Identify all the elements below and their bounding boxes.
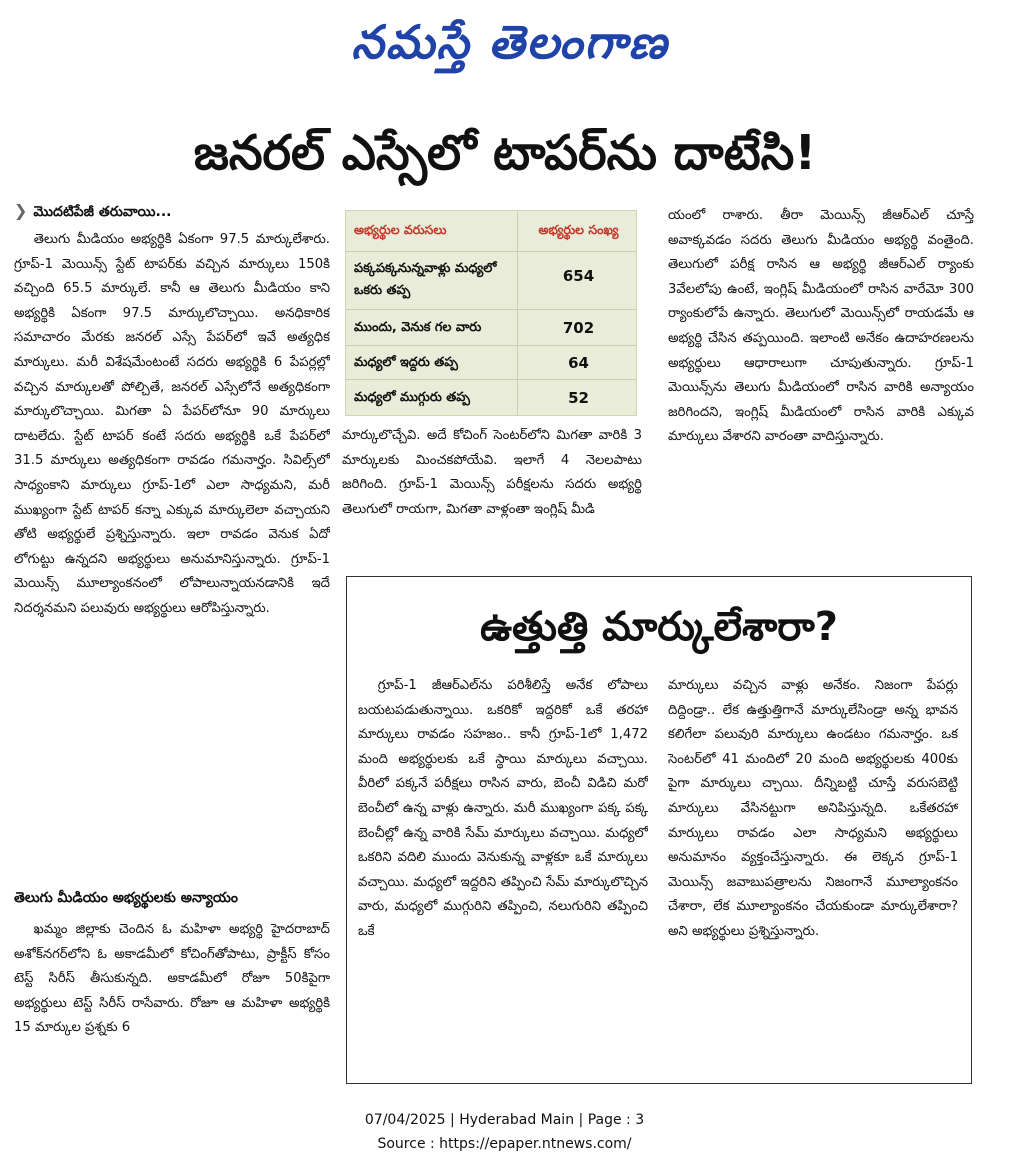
article-paragraph: మార్కులు వచ్చిన వాళ్లు అనేకం. నిజంగా పేపర్లు దిద్దిండ్రా.. లేక ఉత్తుత్తిగానే మార్కులేసిండ్రా అన్న భావన కలిగేలా పలువురి మార్కులు ఉండటం గమనార్హం. ఒక సెంటర్‌లో 41 మందిలో 20 మంది అభ్యర్థులకు 400కు పైగా మార్కులు చ్చాయి. దీన్నిబట్టి చూస్తే వరుసబెట్టి మార్కులు వేసినట్టుగా అనిపిస్తున్నది. ఒకేతరహా మార్కులు రావడం ఎలా సాధ్యమని అభ్యర్థులు అనుమానం వ్యక్తంచేస్తున్నారు. ఈ లెక్కన గ్రూప్-1 మెయిన్స్ జవాబుపత్రాలను నిజంగానే మూల్యాంకనం చేశారా, లేక మూల్యాంకనం చేయకుండా మార్కులేశారా? అని అభ్యర్థులు ప్రశ్నిస్తున్నారు.	[668, 678, 958, 939]
masthead-logo: నమస్తే తెలంగాణ	[351, 15, 669, 69]
kicker	[14, 198, 324, 224]
table-cell-value: 654	[562, 267, 595, 285]
headline: జనరల్ ఎస్సేలో టాపర్‌ను దాటేసి!	[193, 125, 817, 181]
boxed-article-column-2	[668, 674, 958, 1074]
article-column-1b	[14, 918, 330, 1098]
table-row	[346, 309, 636, 345]
article-paragraph: గ్రూప్-1 జీఆర్‌ఎల్‌ను పరిశీలిస్తే అనేక లోపాలు బయటపడుతున్నాయి. ఒకరికో ఇద్దరికో ఒకే తరహా మార్కులు రావడం సహజం.. కానీ గ్రూప్-1లో 1,472 మంది అభ్యర్థులకు ఒకే స్థాయి మార్కులు వచ్చాయి. వీరిలో పక్కనే పరీక్షలు రాసిన వారు, బెంచీ విడిచి మరో బెంచీలో ఉన్న వాళ్లు ఉన్నారు. మరీ ముఖ్యంగా పక్క పక్క బెంచీల్లో ఉన్న వారికి సేమ్ మార్కులు వచ్చాయి. మధ్యలో ఒకరిని వదిలి ముందు వెనుకున్న వాళ్లకూ ఒకే మార్కులు వచ్చాయి. మధ్యలో ఇద్దరిని తప్పించి సేమ్ మార్కులొచ్చిన వారు, మధ్యలో ముగ్గురిని తప్పించి, నలుగురిని తప్పించి ఒకే	[358, 678, 648, 939]
table-cell-value: 52	[568, 389, 589, 407]
candidates-table	[345, 210, 637, 416]
kicker-label: మొదటిపేజీ తరువాయి...	[33, 204, 172, 220]
table-cell-label: మధ్యలో ఇద్దరు తప్ప	[354, 355, 458, 370]
table-row	[346, 251, 636, 309]
table-cell-label: మధ్యలో ముగ్గురు తప్ప	[354, 390, 470, 405]
article-paragraph: యంలో రాశారు. తీరా మెయిన్స్ జీఆర్‌ఎల్ చూస్తే అవాక్కవడం సదరు తెలుగు మీడియం అభ్యర్థి వంతైంది. తెలుగులో పరీక్ష రాసిన ఆ అభ్యర్థి జీఆర్‌ఎల్ ర్యాంకు 3వేలలోపు ఉంటే, ఇంగ్లిష్ మీడియంలో రాసిన వారేమో 300 ర్యాంకులోపే ఉన్నారు. తెలుగులో మెయిన్స్‌లో రాయడమే ఆ అభ్యర్థి చేసిన తప్పయింది. ఇలాంటి అనేకం ఉదాహరణలను అభ్యర్థులు ఆధారాలుగా చూపుతున్నారు. గ్రూప్-1 మెయిన్స్‌ను తెలుగు మీడియంలో రాసిన వారికి అన్యాయం జరిగిందని, ఇంగ్లిష్ మీడియంలో రాసిన వారికి ఎక్కువ మార్కులు వేశారని వారంతా వాదిస్తున్నారు.	[668, 208, 974, 445]
table-cell-label: ముందు, వెనుక గల వారు	[354, 320, 482, 335]
table-row	[346, 345, 636, 379]
table-cell-value: 702	[562, 319, 595, 337]
table-header-row	[346, 211, 636, 251]
footer-date-edition: 07/04/2025 | Hyderabad Main | Page : 3	[364, 1112, 645, 1128]
article-column-3	[668, 204, 974, 566]
article-paragraph: మార్కులొచ్చేవి. అదే కోచింగ్ సెంటర్‌లోని మిగతా వారికి 3 మార్కులకు మించకపోయేవి. ఇలాగే 4 నెలలపాటు జరిగింది. గ్రూప్-1 మెయిన్స్ పరీక్షలను సదరు అభ్యర్థి తెలుగులో రాయగా, మిగతా వాళ్లంతా ఇంగ్లిష్ మీడి	[342, 428, 642, 517]
table-row	[346, 379, 636, 415]
subheading: తెలుగు మీడియం అభ్యర్థులకు అన్యాయం	[14, 890, 239, 906]
table-header-cell: అభ్యర్థుల సంఖ్య	[538, 222, 619, 237]
footer-source-link[interactable]: Source : https://epaper.ntnews.com/	[377, 1136, 632, 1152]
boxed-article-title: ఉత్తుత్తి మార్కులేశారా?	[480, 604, 838, 650]
table-header-cell: అభ్యర్థుల వరుసలు	[354, 222, 447, 237]
chevron-right-icon: ❯	[14, 201, 28, 220]
boxed-article-column-1	[358, 674, 648, 1074]
article-paragraph: తెలుగు మీడియం అభ్యర్థికి ఏకంగా 97.5 మార్కులేశారు. గ్రూప్-1 మెయిన్స్ స్టేట్ టాపర్‌కు వచ్చిన మార్కులు 150కి వచ్చింది 65.5 మార్కులే. కానీ ఆ తెలుగు మీడియం కాని అభ్యర్థికి ఏకంగా 97.5 మార్కులొచ్చాయి. అనధికారిక సమాచారం మేరకు జనరల్ ఎస్సే పేపర్‌లో ఇవే అత్యధిక మార్కులు. మరీ విశేషమేంటంటే సదరు అభ్యర్థికి 6 పేపర్లల్లో వచ్చిన మార్కులతో పోల్చితే, జనరల్ ఎస్సేలోనే అత్యధికంగా మార్కులొచ్చాయి. మిగతా ఏ పేపర్‌లోనూ 90 మార్కులు దాటలేదు. స్టేట్ టాపర్ కంటే సదరు అభ్యర్థికి ఒకే పేపర్‌లో 31.5 మార్కులు అత్యధికంగా రావడం గమనార్హం. సివిల్స్‌లో సాధ్యంకాని మార్కులు గ్రూప్-1లో ఎలా సాధ్యమని, మరీ ముఖ్యంగా స్టేట్ టాపర్ కన్నా ఎక్కువ మార్కులెలా వచ్చాయని తోటి అభ్యర్థులే ప్రశ్నిస్తున్నారు. ఇలా రావడం వెనుక ఏదో లోగుట్టు ఉన్నదని అభ్యర్థులు అనుమానిస్తున్నారు. గ్రూప్-1 మెయిన్స్ మూల్యాంకనంలో లోపాలున్నాయనడానికి ఇదే నిదర్శనమని పలువురు అభ్యర్థులు ఆరోపిస్తున్నారు.	[14, 232, 330, 616]
table-cell-label: పక్కపక్కనున్నవాళ్లు మధ్యలో ఒకరు తప్ప	[354, 261, 497, 298]
table-cell-value: 64	[568, 354, 589, 372]
article-column-2	[342, 424, 642, 564]
article-column-1	[14, 228, 330, 876]
article-paragraph: ఖమ్మం జిల్లాకు చెందిన ఓ మహిళా అభ్యర్థి హైదరాబాద్ అశోక్‌నగర్‌లోని ఓ అకాడమీలో కోచింగ్‌తోపాటు, ప్రాక్టీస్ కోసం టెస్ట్ సిరీస్ తీసుకున్నది. అకాడమీలో రోజూ 50కిపైగా అభ్యర్థులు టెస్ట్ సిరీస్ రాసేవారు. రోజూ ఆ మహిళా అభ్యర్థికి 15 మార్కుల ప్రశ్నకు 6	[14, 922, 330, 1036]
